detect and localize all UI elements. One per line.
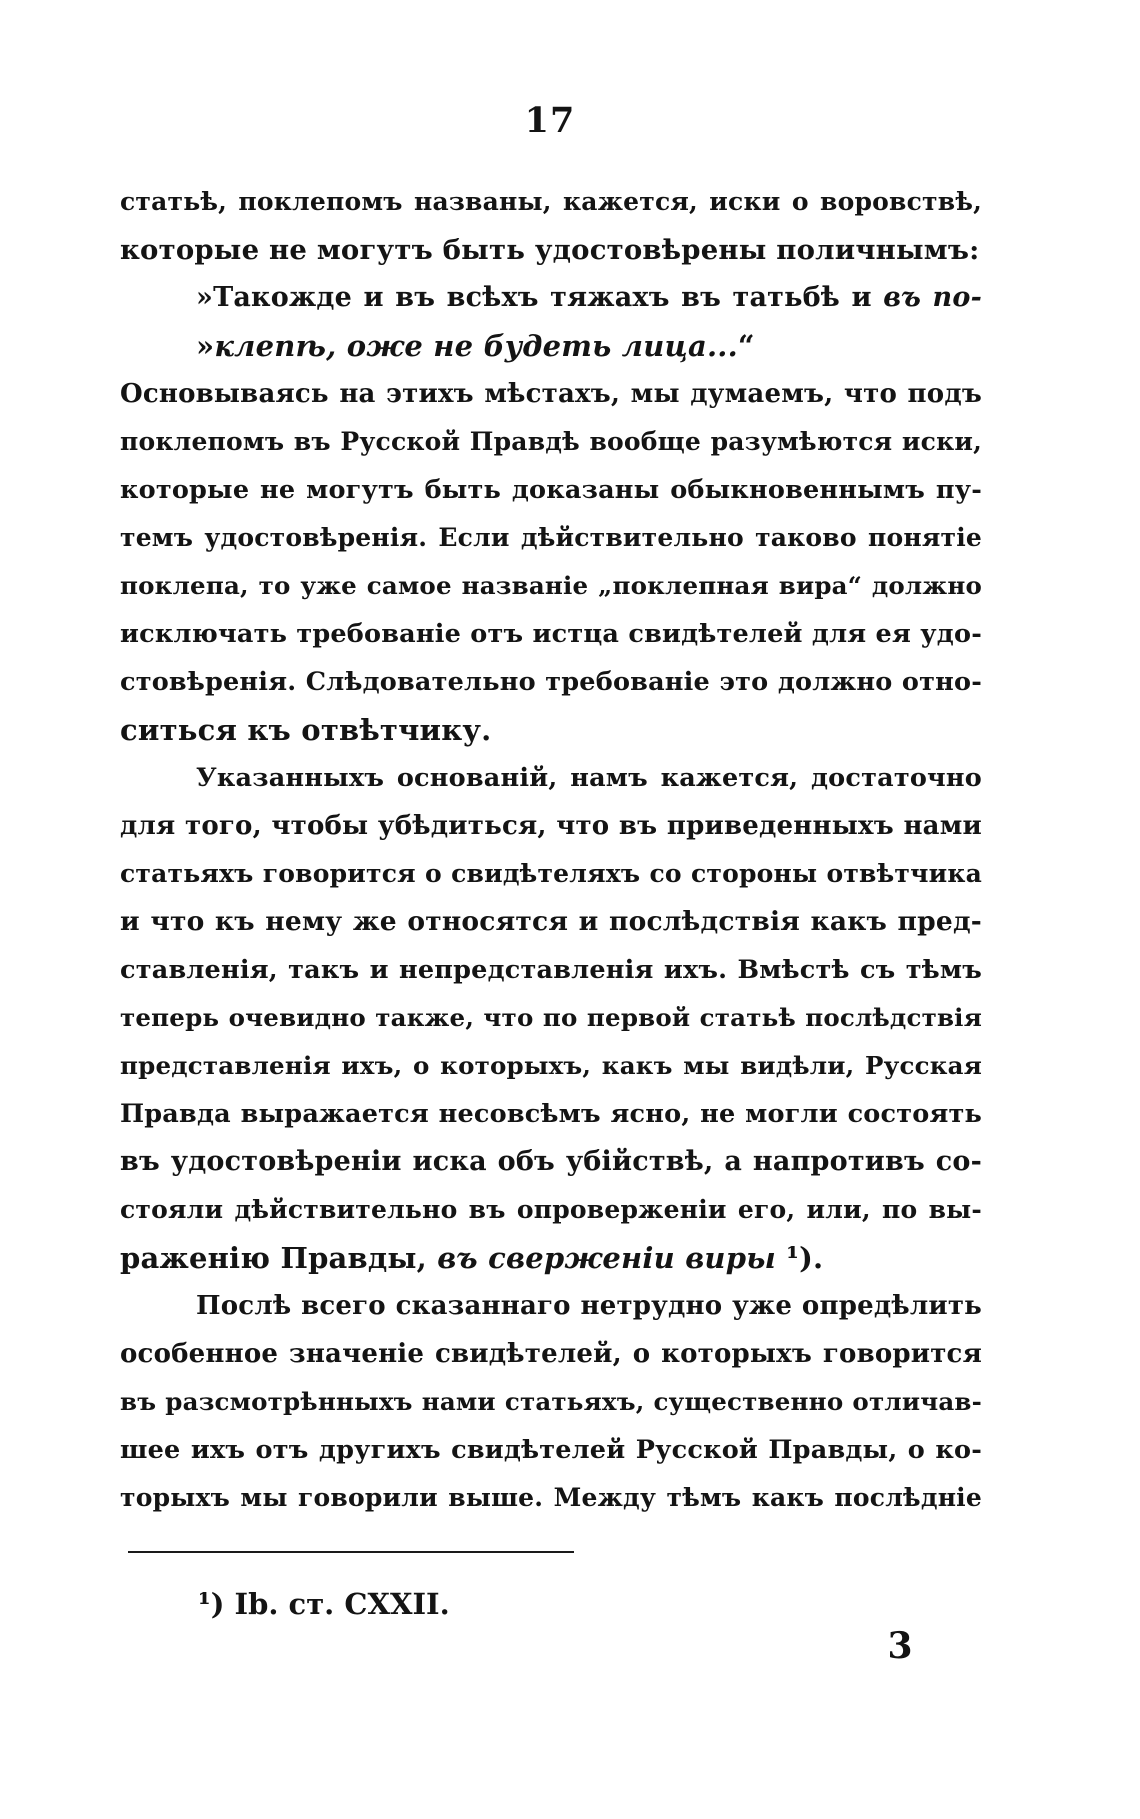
italic-quote-text: клепѣ, оже не будеть лица... [214, 329, 738, 363]
line-text: представленія ихъ, о которыхъ, какъ мы видѣли, Русская [120, 1051, 982, 1080]
body-text [120, 178, 982, 1522]
line-text: которые не могутъ быть доказаны обыкновеннымъ пу- [120, 475, 982, 505]
text-line [120, 1090, 982, 1138]
line-text: шее ихъ отъ другихъ свидѣтелей Русской Правды, о ко- [120, 1435, 982, 1465]
text-line [120, 1282, 982, 1330]
line-text: исключать требованіе отъ истца свидѣтелей для ея удо- [120, 619, 982, 649]
line-text: ситься къ отвѣтчику. [120, 713, 492, 747]
line-text: стовѣренія. Слѣдовательно требованіе это должно отно- [120, 667, 982, 697]
text-line [120, 1474, 982, 1522]
line-text: темъ удостовѣренія. Если дѣйствительно таково понятіе [120, 523, 982, 552]
italic-quote-text: въ по- [871, 282, 982, 313]
text-line [120, 1426, 982, 1474]
printer-signature-mark: 3 [887, 1625, 913, 1667]
line-text: ставленія, такъ и непредставленія ихъ. Вмѣстѣ съ тѣмъ [120, 955, 982, 985]
line-text: поклепа, то уже самое названіе „поклепная вира“ должно [120, 571, 982, 600]
text-line [120, 1234, 982, 1282]
line-text: стояли дѣйствительно въ опроверженіи его, или, по вы- [120, 1195, 982, 1224]
line-text: въ разсмотрѣнныхъ нами статьяхъ, существенно отличав- [120, 1387, 982, 1416]
text-line [120, 658, 982, 706]
line-text: Правда выражается несовсѣмъ ясно, не могли состоять [120, 1099, 982, 1129]
text-line [120, 706, 982, 754]
line-text: раженію Правды, [120, 1241, 427, 1275]
line-text: » [196, 329, 215, 363]
footnote-divider [128, 1551, 574, 1553]
line-text: поклепомъ въ Русской Правдѣ вообще разумѣются иски, [120, 427, 982, 456]
line-text: которые не могутъ быть удостовѣрены поличнымъ: [120, 234, 980, 266]
line-text: особенное значеніе свидѣтелей, о которыхъ говорится [120, 1339, 982, 1369]
line-text: Основываясь на этихъ мѣстахъ, мы думаемъ, что подъ [120, 379, 982, 409]
line-text: статьѣ, поклепомъ названы, кажется, иски о воровствѣ, [120, 187, 982, 216]
text-line [120, 1330, 982, 1378]
line-text: теперь очевидно также, что по первой статьѣ послѣдствія [120, 1003, 982, 1032]
line-text: торыхъ мы говорили выше. Между тѣмъ какъ послѣдніе [120, 1483, 982, 1512]
text-line [120, 898, 982, 946]
line-text: для того, чтобы убѣдиться, что въ приведенныхъ нами [120, 811, 982, 841]
text-line [120, 1042, 982, 1090]
line-text: »Такожде и въ всѣхъ тяжахъ въ татьбѣ и [196, 282, 872, 313]
page-number: 17 [524, 100, 576, 141]
text-line [120, 802, 982, 850]
text-line [120, 178, 982, 226]
text-line [120, 1186, 982, 1234]
text-line [120, 994, 982, 1042]
text-line [120, 1378, 982, 1426]
line-text: статьяхъ говорится о свидѣтеляхъ со стороны отвѣтчика [120, 859, 982, 888]
line-text: Указанныхъ основаній, намъ кажется, достаточно [196, 763, 982, 793]
text-line [120, 946, 982, 994]
text-line [120, 610, 982, 658]
text-line [120, 754, 982, 802]
line-tail: ¹). [775, 1241, 824, 1275]
italic-quote-text: въ сверженіи виры [426, 1241, 776, 1275]
text-line [120, 850, 982, 898]
text-line [120, 322, 982, 370]
line-text: Послѣ всего сказаннаго нетрудно уже опредѣлить [196, 1291, 982, 1321]
line-text: и что къ нему же относятся и послѣдствія какъ пред- [120, 906, 982, 937]
text-line [120, 1138, 982, 1186]
text-line [120, 562, 982, 610]
line-text: въ удостовѣреніи иска объ убійствѣ, а напротивъ со- [120, 1146, 982, 1177]
line-tail: “ [737, 329, 755, 363]
text-line [120, 514, 982, 562]
text-line [120, 226, 982, 274]
text-line [120, 274, 982, 322]
text-line [120, 418, 982, 466]
footnote: ¹) Ib. ст. CXXII. [198, 1587, 450, 1621]
text-line [120, 370, 982, 418]
text-line [120, 466, 982, 514]
